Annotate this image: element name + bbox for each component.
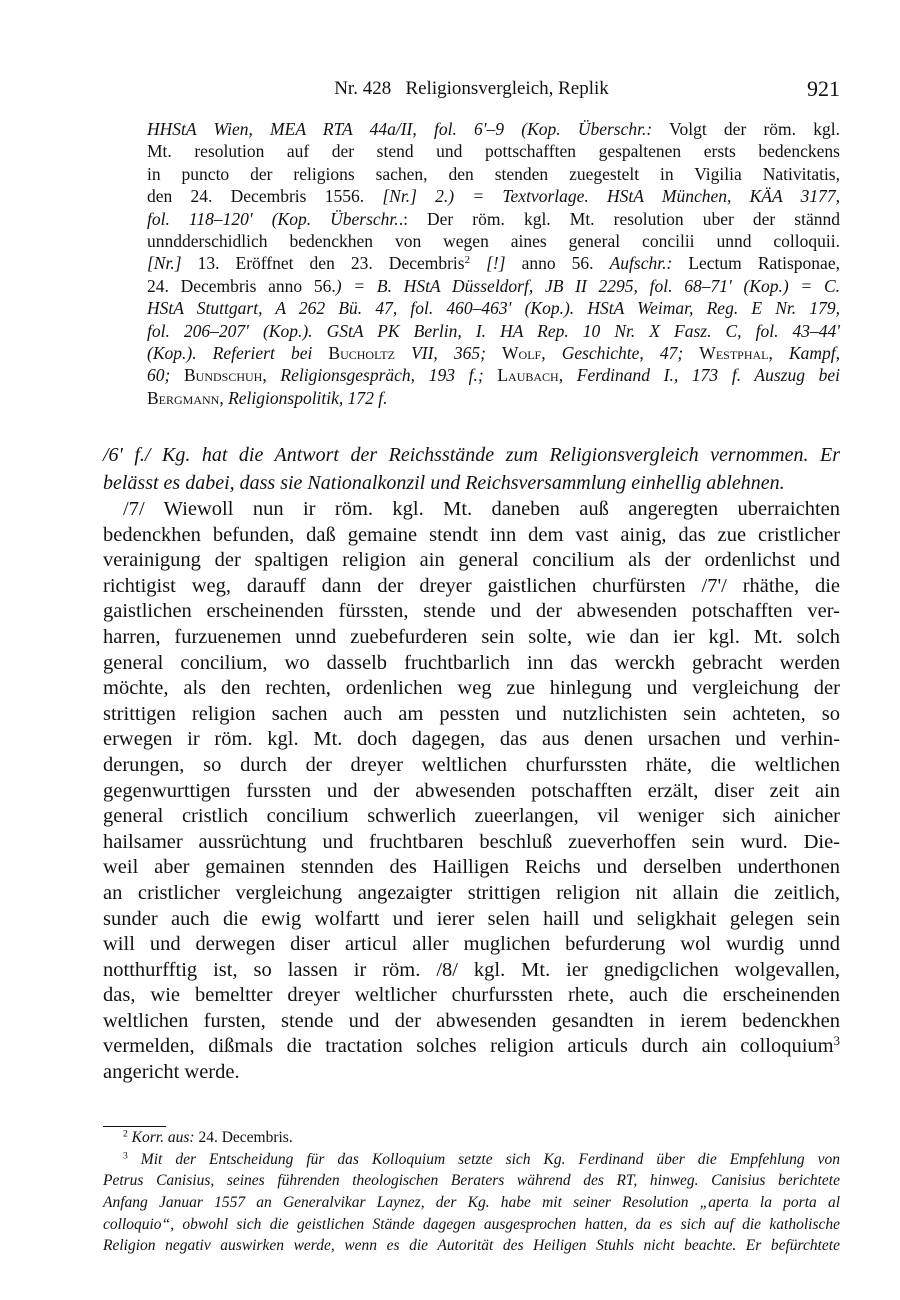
- text-run: HStA Stuttgart, A 262 Bü. 47, fol. 460–463' (Kop.). HStA Weimar, Reg. E Nr. 179,: [147, 298, 840, 319]
- summary-line: [103, 469, 840, 497]
- line-text: [147, 163, 840, 185]
- text-run: Mit der Entscheidung für das Kolloquium setzte sich Kg. Ferdinand über die Empfehlung von: [127, 1150, 840, 1168]
- text-run: belässt es dabei, dass sie Nationalkonzil und Reichsversammlung einhellig ablehnen.: [103, 472, 785, 494]
- line-text: [103, 1009, 840, 1035]
- text-run: verainigung der spaltigen religion ain general concilium als der ordenlichst und: [103, 549, 840, 572]
- body-line: [103, 574, 840, 600]
- line-text: [123, 497, 840, 523]
- text-run: bedenckhen befunden, daß gemaine stendt inn dem vast ainig, das zue cristlicher: [103, 523, 840, 546]
- document-number: Nr. 428: [334, 78, 392, 99]
- line-text: [103, 1060, 240, 1086]
- body-line: [103, 1034, 840, 1060]
- line-text: [103, 651, 840, 677]
- line-text: [147, 118, 840, 140]
- text-run: general cristlich concilium schwerlich zueerlangen, vil weniger sich ainicher: [103, 805, 840, 828]
- text-run: Laubach: [497, 365, 559, 386]
- text-run: weil aber gemainen stennden des Hailligen Reichs und derselben underthonen: [103, 856, 840, 879]
- line-text: [123, 1127, 293, 1149]
- apparatus-line: [147, 208, 840, 230]
- source-apparatus: [147, 118, 840, 409]
- body-line: [103, 676, 840, 702]
- line-text: [147, 320, 840, 342]
- summary-line: [103, 441, 840, 469]
- text-run: /6' f./ Kg. hat die Antwort der Reichsstände zum Religionsvergleich vernommen. Er: [103, 444, 840, 466]
- text-run: Religionspolitik, 172 f.: [228, 387, 388, 408]
- footnotes-line: [103, 1235, 840, 1257]
- body-line: [103, 907, 840, 933]
- body-line: [103, 983, 840, 1009]
- text-run: .: Der röm. kgl. Mt. resolution uber der stännd: [398, 208, 840, 229]
- apparatus-line: [147, 252, 840, 274]
- line-text: [103, 958, 840, 984]
- line-text: [147, 364, 840, 386]
- document-summary: [103, 441, 840, 497]
- text-run: derungen, so durch der dreyer weltlichen churfurssten rhäte, die weltlichen: [103, 753, 840, 776]
- body-line: [103, 548, 840, 574]
- text-run: ) = B. HStA Düsseldorf, JB II 2295, fol. 68–71' (Kop.) = C.: [335, 275, 840, 296]
- line-text: [147, 342, 840, 364]
- text-run: 24. Decembris anno 56.: [147, 275, 336, 296]
- text-run: Bundschuh: [184, 365, 263, 386]
- body-line: [103, 830, 840, 856]
- body-line: [103, 779, 840, 805]
- body-line: [103, 497, 840, 523]
- body-line: [103, 855, 840, 881]
- footnotes-line: [103, 1149, 840, 1171]
- footnotes: [103, 1127, 840, 1257]
- text-run: ,: [262, 365, 281, 386]
- text-run: richtigist weg, darauff dann der dreyer gaistlichen churfürsten /7'/ rhäthe, die: [103, 574, 840, 597]
- body-line: [103, 523, 840, 549]
- text-run: Anfang Januar 1557 an Generalvikar Laynez, der Kg. habe mit seiner Resolution „aperta la porta al: [103, 1194, 840, 1212]
- text-run: notthurfftig ist, so lassen ir röm. /8/ kgl. Mt. ier gnedigclichen wolgevallen,: [103, 958, 840, 981]
- text-run: angericht werde.: [103, 1061, 240, 1084]
- text-run: Westphal: [699, 342, 769, 363]
- line-text: [103, 523, 840, 549]
- line-text: [147, 297, 840, 319]
- text-run: /7/ Wiewoll nun ir röm. kgl. Mt. daneben auß angeregten uberraichten: [123, 498, 840, 520]
- line-text: [103, 779, 840, 805]
- apparatus-line: [147, 185, 840, 207]
- text-run: Bergmann: [147, 387, 220, 408]
- text-run: weltlichen fursten, stende und der abwesenden gesandten in ierem bedenckhen: [103, 1009, 840, 1032]
- footnote-marker: 2: [464, 254, 471, 267]
- footnotes-line: [103, 1170, 840, 1192]
- line-text: [103, 1034, 840, 1060]
- body-line: [103, 753, 840, 779]
- apparatus-line: [147, 118, 840, 140]
- text-run: Religion negativ auswirken werde, wenn es die Autorität des Heiligen Stuhls nicht beachte. Er befürchtete: [103, 1237, 840, 1255]
- apparatus-line: [147, 230, 840, 252]
- text-run: 24. Decembris.: [194, 1129, 293, 1146]
- body-line: [103, 727, 840, 753]
- line-text: [103, 1170, 840, 1192]
- text-run: Geschichte, 47;: [561, 342, 700, 363]
- text-run: erwegen ir röm. kgl. Mt. doch dagegen, das aus denen ursachen und verhin-: [103, 728, 840, 751]
- body-line: [103, 958, 840, 984]
- line-text: [103, 881, 840, 907]
- line-text: [103, 441, 840, 469]
- line-text: [147, 185, 840, 207]
- line-text: [103, 830, 840, 856]
- text-run: Korr. aus:: [127, 1129, 195, 1146]
- line-text: [103, 1192, 840, 1214]
- text-run: anno 56.: [505, 253, 610, 274]
- text-run: den 24. Decembris 1556.: [147, 186, 383, 207]
- text-run: hailsamer aussrüchtung und fruchtbaren beschluß zueverhoffen sein wurd. Die-: [103, 830, 840, 853]
- body-line: [103, 804, 840, 830]
- footnote-marker: 3: [123, 1150, 128, 1162]
- apparatus-line: [147, 297, 840, 319]
- text-run: (Kop.). Referiert bei: [147, 342, 329, 363]
- text-run: gegenwurttigen furssten und der abwesenden potschafften erzält, diser zeit ain: [103, 779, 840, 802]
- main-text: [103, 497, 840, 1086]
- apparatus-line: [147, 387, 840, 409]
- text-run: [!]: [470, 253, 506, 274]
- footnote-marker: 2: [123, 1128, 128, 1140]
- text-run: VII, 365;: [394, 342, 503, 363]
- line-text: [147, 140, 840, 162]
- text-run: strittigen religion sachen auch am pessten und nutzlichisten sein achteten, so: [103, 702, 840, 725]
- text-run: HHStA Wien, MEA RTA 44a/II, fol. 6'–9 (Kop. Überschr.:: [147, 119, 653, 139]
- text-run: [Nr.]: [147, 253, 182, 274]
- body-line: [103, 1009, 840, 1035]
- text-run: an cristlicher vergleichung angezaigter strittigen religion nit allain die zeitlich,: [103, 881, 840, 904]
- text-run: Kampf,: [788, 342, 841, 363]
- text-run: ,: [768, 342, 789, 363]
- text-run: fol. 118–120' (Kop. Überschr.: [147, 208, 399, 229]
- body-line: [103, 599, 840, 625]
- text-run: Aufschr.:: [609, 253, 673, 274]
- line-text: [103, 932, 840, 958]
- line-text: [147, 252, 840, 274]
- line-text: [147, 208, 840, 230]
- text-run: colloquio“, obwohl sich die geistlichen Stände dagegen ausgesprochen hatten, da es sich auf die katholische: [103, 1215, 840, 1233]
- text-run: ,: [541, 342, 562, 363]
- running-header: [103, 76, 840, 104]
- text-run: gaistlichen erscheinenden fürssten, stende und der abwesenden potschafften ver-: [103, 600, 840, 623]
- text-run: Lectum Ratisponae,: [672, 253, 840, 274]
- text-run: Wolf: [502, 342, 542, 363]
- text-run: Petrus Canisius, seines führenden theologischen Beraters während des RT, hinweg. Canisius berichtete: [103, 1172, 840, 1190]
- text-run: sunder auch die ewig wolfartt und ierer selen haill und seligkhait gelegen sein: [103, 907, 840, 930]
- body-line: [103, 625, 840, 651]
- line-text: [103, 1214, 840, 1236]
- body-line: [103, 881, 840, 907]
- line-text: [103, 753, 840, 779]
- text-run: will und derwegen diser articul aller muglichen befurderung wol wurdig unnd: [103, 933, 840, 956]
- line-text: [103, 855, 840, 881]
- footnotes-line: [103, 1214, 840, 1236]
- line-text: [103, 804, 840, 830]
- body-line: [103, 702, 840, 728]
- line-text: [103, 983, 840, 1009]
- line-text: [147, 230, 840, 252]
- text-run: vermelden, dißmals die tractation solches religion articuls durch ain colloquium: [103, 1035, 834, 1058]
- line-text: [103, 469, 785, 497]
- text-run: 60;: [147, 365, 184, 386]
- line-text: [103, 1235, 840, 1257]
- text-run: ,: [558, 365, 577, 386]
- body-line: [103, 932, 840, 958]
- footnotes-line: [103, 1127, 840, 1149]
- text-run: general concilium, wo dasselb fruchtbarlich inn das werckh gebracht werden: [103, 651, 840, 674]
- text-run: möchte, als den rechten, ordenlichen weg zue hinlegung und vergleichung der: [103, 677, 840, 700]
- text-run: in puncto der religions sachen, den stenden zuegestelt in Vigilia Nativitatis,: [147, 163, 840, 184]
- running-title: Religionsvergleich, Replik: [405, 78, 609, 99]
- line-text: [103, 702, 840, 728]
- apparatus-line: [147, 342, 840, 364]
- footnote-marker: 3: [833, 1034, 840, 1049]
- line-text: [103, 574, 840, 600]
- text-run: Mt. resolution auf der stend und pottschafften gespaltenen ersts bedenckens: [147, 141, 840, 162]
- footnotes-line: [103, 1192, 840, 1214]
- body-line: [103, 651, 840, 677]
- text-run: [Nr.] 2.) = Textvorlage. HStA München, KÄA 3177,: [382, 186, 840, 207]
- line-text: [103, 548, 840, 574]
- line-text: [103, 625, 840, 651]
- text-run: 13. Eröffnet den 23. Decembris: [181, 253, 465, 274]
- text-run: fol. 206–207' (Kop.). GStA PK Berlin, I. HA Rep. 10 Nr. X Fasz. C, fol. 43–44': [147, 320, 840, 341]
- body-line: [103, 1060, 840, 1086]
- text-run: Ferdinand I., 173 f. Auszug bei: [576, 365, 841, 386]
- text-run: Bucholtz: [328, 342, 395, 363]
- line-text: [103, 727, 840, 753]
- apparatus-line: [147, 320, 840, 342]
- page-number: 921: [807, 76, 840, 101]
- line-text: [103, 907, 840, 933]
- apparatus-line: [147, 163, 840, 185]
- text-run: Volgt der röm. kgl.: [652, 119, 840, 139]
- apparatus-line: [147, 364, 840, 386]
- line-text: [103, 676, 840, 702]
- line-text: [103, 599, 840, 625]
- text-run: Religionsgespräch, 193 f.;: [280, 365, 498, 386]
- line-text: [147, 275, 840, 297]
- text-run: unndderschidlich bedenckhen von wegen aines general concilii unnd colloquii.: [147, 230, 840, 251]
- line-text: [123, 1149, 840, 1171]
- text-run: das, wie bemeltter dreyer weltlicher churfurssten rhete, auch die erscheinenden: [103, 984, 840, 1007]
- apparatus-line: [147, 140, 840, 162]
- line-text: [147, 387, 388, 409]
- text-run: ,: [219, 387, 229, 408]
- apparatus-line: [147, 275, 840, 297]
- text-run: harren, furzuenemen unnd zuebefurderen sein solte, wie dan ier kgl. Mt. solch: [103, 625, 840, 648]
